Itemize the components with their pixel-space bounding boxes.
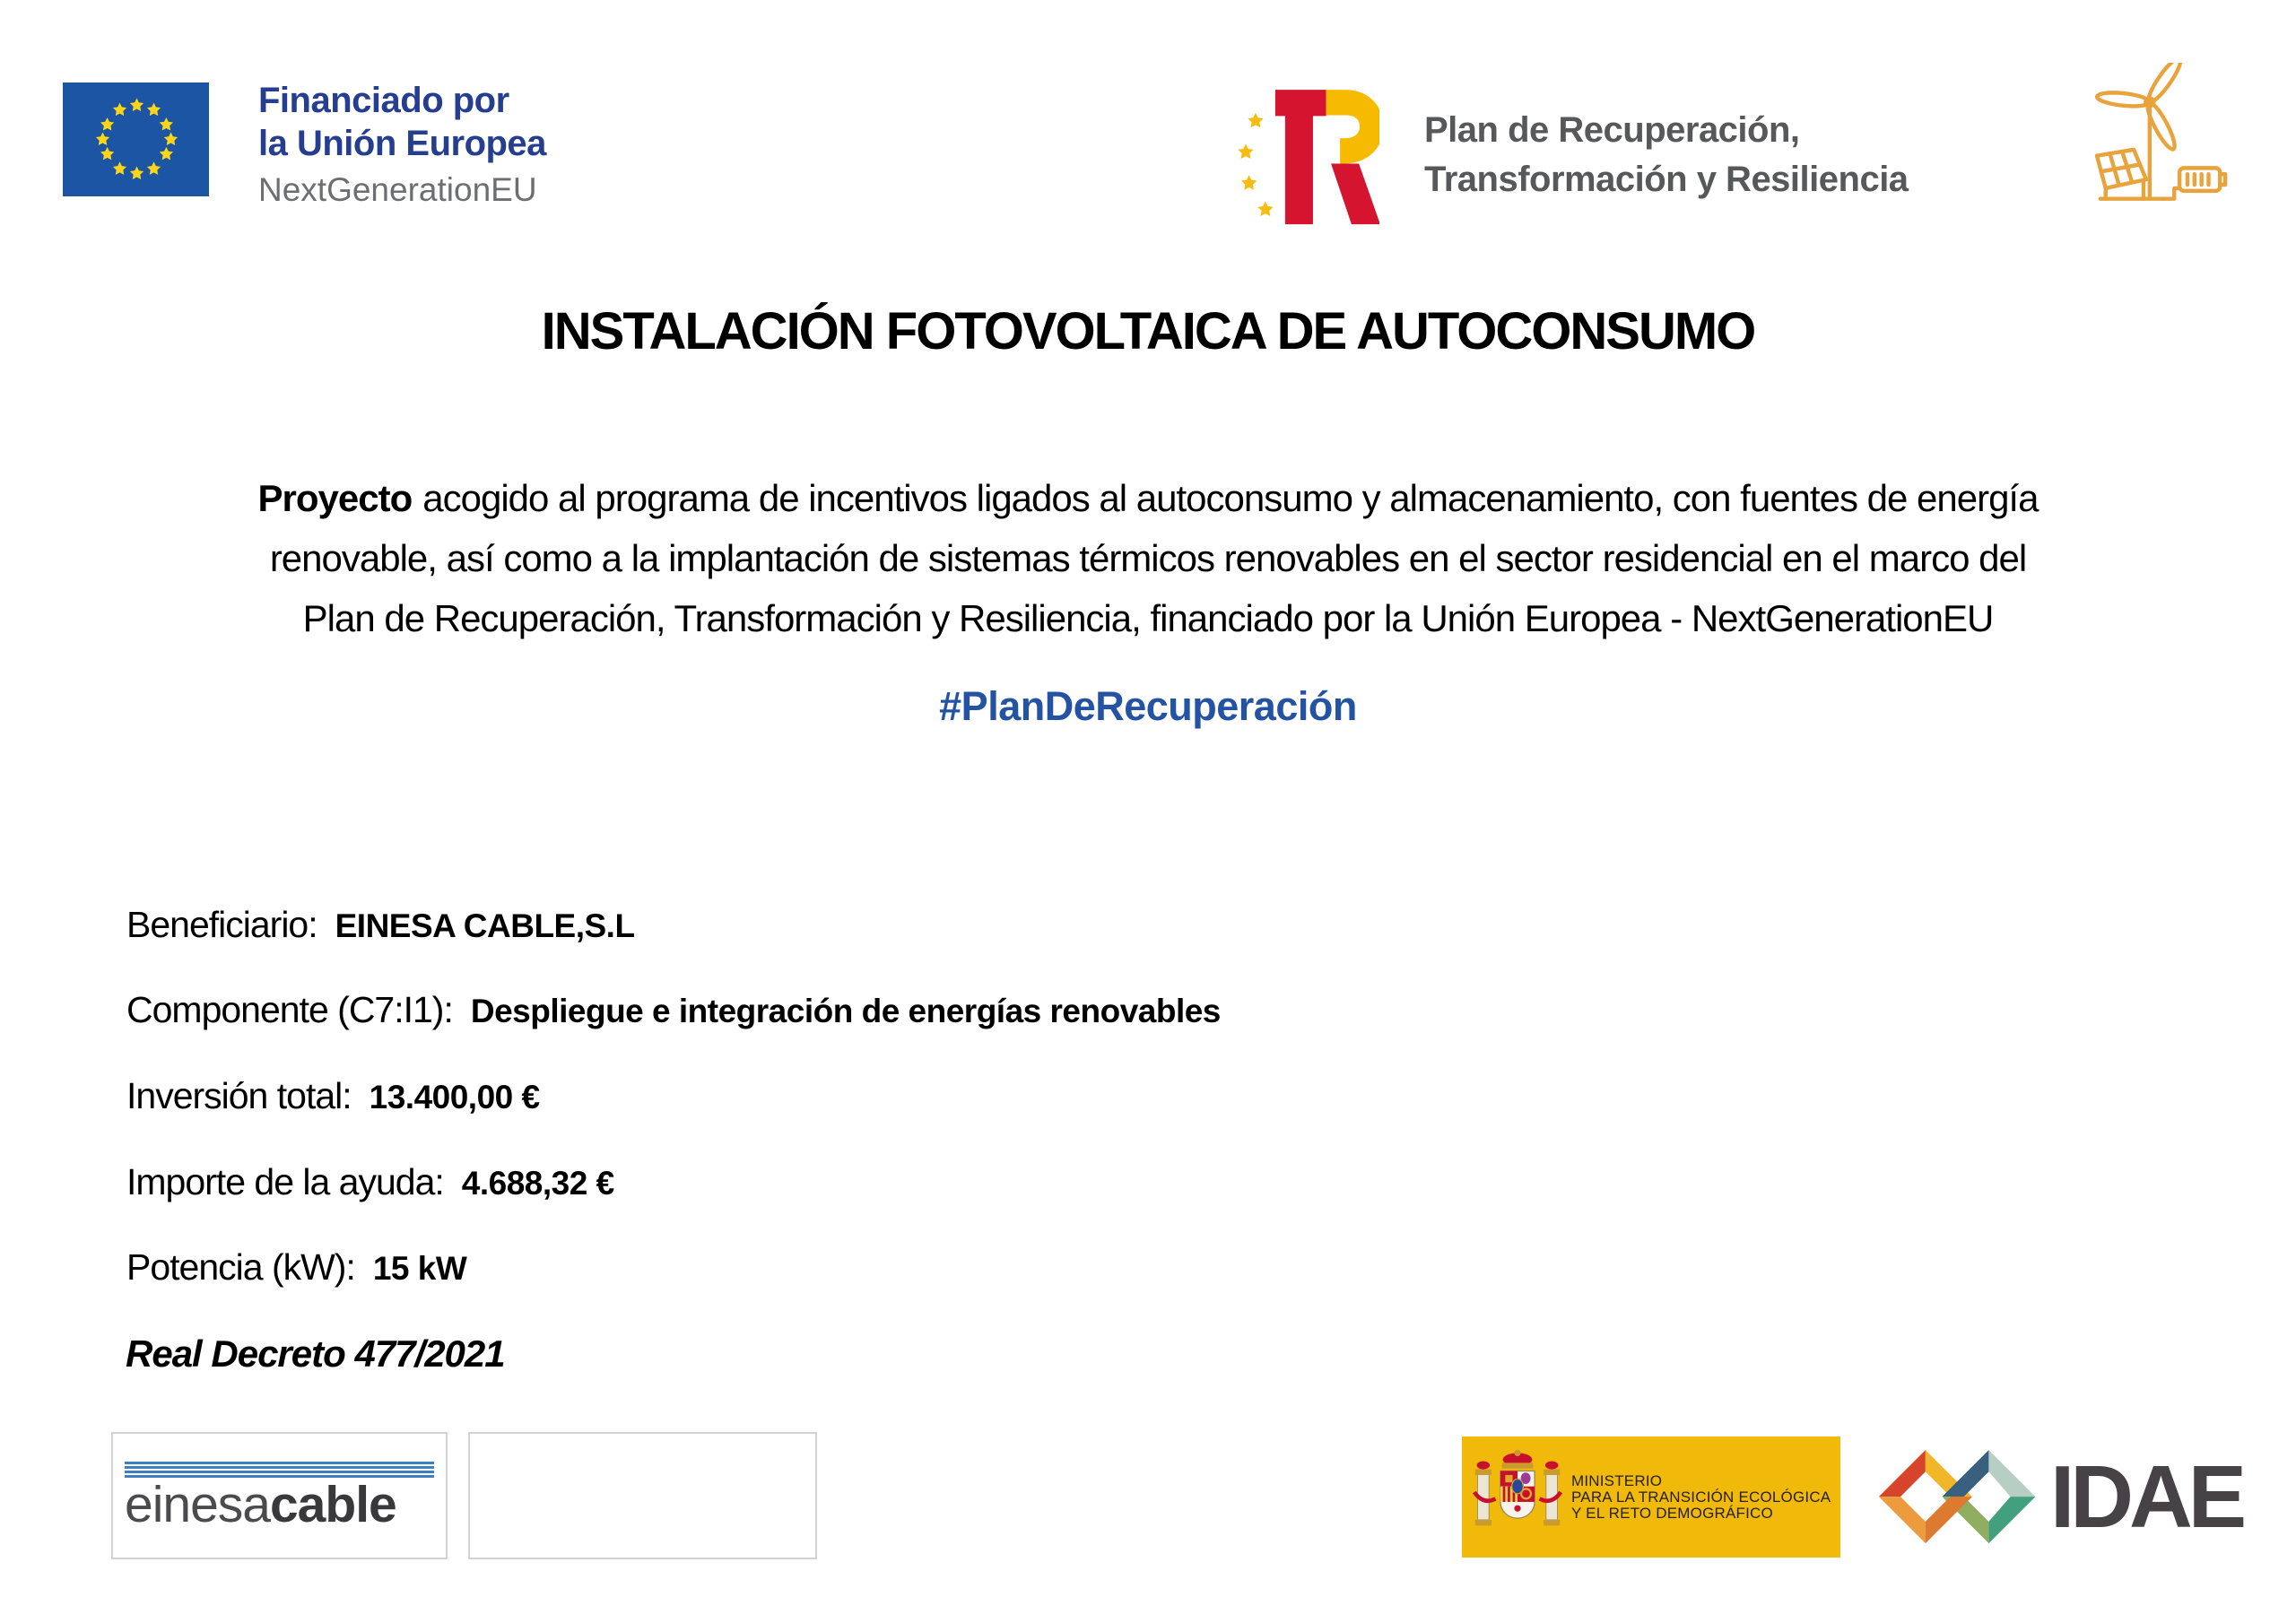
field-componente [126, 989, 1221, 1031]
ministry-line1: MINISTERIO [1571, 1471, 1663, 1489]
field-beneficiario [126, 904, 635, 946]
ministry-line3: Y EL RETO DEMOGRÁFICO [1571, 1504, 1773, 1522]
renewable-energy-icon [2095, 63, 2231, 217]
einesacable-logo [125, 1462, 434, 1533]
field-beneficiario-value: EINESA CABLE,S.L [335, 907, 635, 944]
description-lead: Proyecto [257, 477, 413, 519]
plan-title-text [1424, 106, 1909, 204]
hashtag-plan-de-recuperacion: #PlanDeRecuperación [939, 683, 1357, 729]
ministry-text [1571, 1473, 1831, 1522]
eu-flag-icon [63, 82, 209, 196]
real-decreto-reference: Real Decreto 477/2021 [126, 1332, 505, 1375]
idae-logo-icon [1877, 1435, 2040, 1560]
ministry-line2: PARA LA TRANSICIÓN ECOLÓGICA [1571, 1488, 1831, 1506]
einesacable-part1: einesa [125, 1476, 270, 1533]
field-importe-ayuda-value: 4.688,32 € [461, 1165, 614, 1202]
field-inversion-total [126, 1075, 540, 1117]
page-title: INSTALACIÓN FOTOVOLTAICA DE AUTOCONSUMO [541, 302, 1755, 360]
field-componente-value: Despliegue e integración de energías renovables [470, 993, 1221, 1029]
field-potencia-value: 15 kW [372, 1250, 467, 1287]
field-beneficiario-label: Beneficiario: [126, 904, 317, 945]
field-importe-ayuda-label: Importe de la ayuda: [126, 1161, 444, 1202]
eu-funding-text [258, 79, 546, 212]
plan-tr-logo-icon [1236, 75, 1379, 241]
description-line1: Proyecto acogido al programa de incentivos ligados al autoconsumo y almacenamiento, con fuentes de energía [257, 477, 2039, 519]
description-line3: Plan de Recuperación, Transformación y Resiliencia, financiado por la Unión Europea - NextGenerationEU [302, 597, 1994, 639]
plan-title-line1: Plan de Recuperación, [1424, 110, 1800, 150]
field-inversion-total-label: Inversión total: [126, 1075, 352, 1116]
ministry-logo [1462, 1436, 1840, 1558]
idae-logo-text: IDAE [2050, 1447, 2243, 1546]
project-description [72, 468, 2224, 648]
empty-logo-box [468, 1432, 817, 1559]
field-inversion-total-value: 13.400,00 € [369, 1079, 540, 1115]
company-logo-box [111, 1432, 448, 1559]
einesacable-logo-text [125, 1476, 434, 1533]
spain-coat-of-arms-icon [1473, 1446, 1562, 1548]
field-importe-ayuda [126, 1161, 614, 1203]
plan-title-line2: Transformación y Resiliencia [1424, 160, 1909, 199]
description-line2: renovable, así como a la implantación de sistemas térmicos renovables en el sector residencial en el marco del [269, 537, 2027, 579]
eu-funding-line2: la Unión Europea [258, 124, 546, 163]
field-componente-label: Componente (C7:I1): [126, 989, 453, 1030]
field-potencia [126, 1246, 466, 1289]
einesacable-part2: cable [269, 1476, 396, 1533]
nextgeneration-label: NextGenerationEU [258, 171, 537, 208]
field-potencia-label: Potencia (kW): [126, 1246, 355, 1288]
eu-funding-line1: Financiado por [258, 81, 509, 120]
